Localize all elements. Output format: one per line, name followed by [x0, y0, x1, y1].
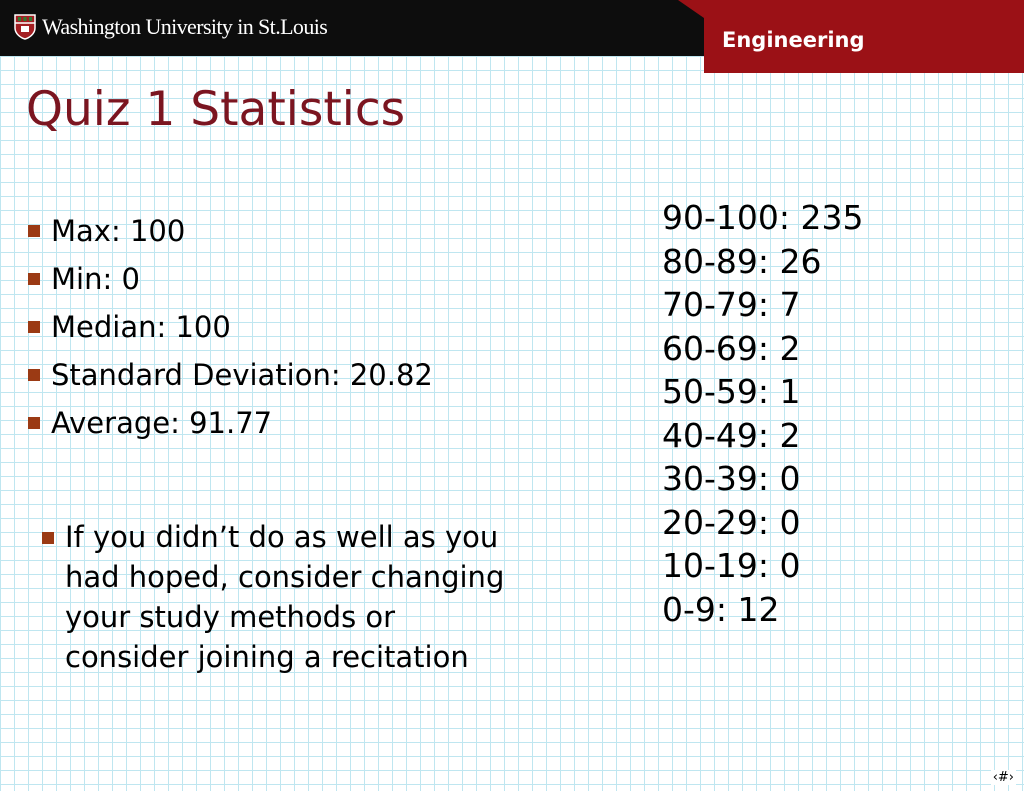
stat-text: Min: 0: [51, 262, 140, 296]
stat-text: Median: 100: [51, 310, 231, 344]
institution-name: Washington University in St.Louis: [42, 14, 328, 39]
distribution-item: 40-49: 2: [662, 415, 801, 455]
square-bullet-icon: [28, 273, 40, 285]
square-bullet-icon: [28, 321, 40, 333]
square-bullet-icon: [28, 369, 40, 381]
stat-text: Standard Deviation: 20.82: [51, 358, 433, 392]
square-bullet-icon: [28, 225, 40, 237]
distribution-item: 70-79: 7: [662, 285, 801, 324]
stat-item-median: [28, 303, 433, 351]
stat-item-min: [28, 255, 433, 303]
square-bullet-icon: [42, 532, 54, 544]
stat-item-std-dev: [28, 351, 433, 399]
stat-text: Max: 100: [51, 214, 186, 248]
stat-item-average: [28, 399, 433, 447]
shield-icon: [14, 14, 36, 40]
distribution-item: 90-100: 235: [662, 198, 864, 237]
stat-item-max: [28, 207, 433, 255]
distribution-item: 80-89: 26: [662, 241, 822, 281]
advice-text: If you didn’t do as well as you had hoped, consider changing your study methods or consider joining a recitation: [65, 520, 505, 674]
distribution-item: 60-69: 2: [662, 328, 801, 368]
square-bullet-icon: [28, 417, 40, 429]
university-logo: [14, 14, 327, 40]
distribution-item: 30-39: 0: [662, 459, 801, 498]
slide-title: Quiz 1 Statistics: [26, 82, 406, 137]
distribution-item: 50-59: 1: [662, 372, 801, 411]
advice-list: [42, 517, 512, 677]
distribution-item: 10-19: 0: [662, 546, 801, 585]
advice-item: [42, 517, 512, 677]
engineering-label: Engineering: [722, 28, 865, 52]
distribution-item: 20-29: 0: [662, 502, 801, 542]
score-distribution-list: [662, 196, 863, 631]
stats-list: [28, 207, 433, 447]
distribution-item: 0-9: 12: [662, 589, 780, 629]
slide-number: ‹#›: [992, 770, 1014, 785]
stat-text: Average: 91.77: [51, 406, 273, 440]
